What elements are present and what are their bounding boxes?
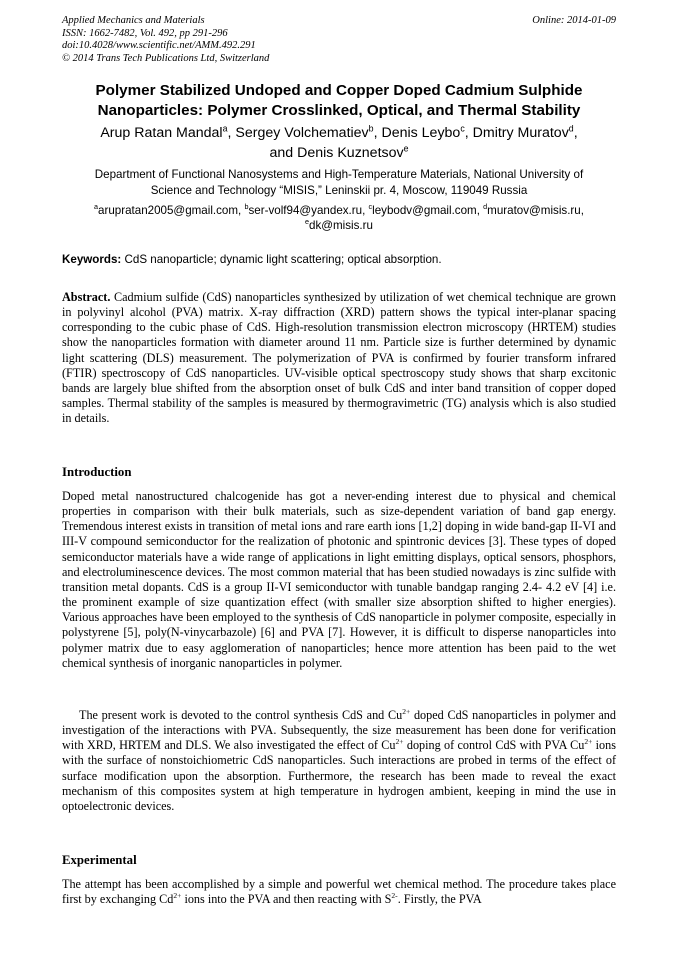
- email-list: $^a$arupratan2005@gmail.com, $^b$ser-volf94@yandex.ru, $^c$leybodv@gmail.com, $^d$muratov@misis.ru, $^e$dk@misis.ru: [94, 202, 584, 232]
- experimental-paragraph-1: [62, 877, 616, 907]
- paragraph-text: doped CdS nanoparticles in polymer and investigation of the interactions with PVA. Subsequently, the size measurement has been done for verification with XRD, HRTEM and DLS. We also investigated the effect of Cu: [62, 708, 616, 753]
- title-line-1: Polymer Stabilized Undoped and Copper Doped Cadmium Sulphide: [95, 82, 583, 99]
- superscript: 2+: [395, 737, 404, 747]
- superscript: 2+: [584, 737, 593, 747]
- superscript: 2+: [173, 891, 182, 901]
- affiliation-line-1: Department of Functional Nanosystems and High-Temperature Materials, National University of: [94, 168, 584, 181]
- journal-header: [62, 15, 616, 65]
- paragraph-text: doping of control CdS with PVA Cu: [403, 738, 585, 753]
- email-address[interactable]: ser-volf94@yandex.ru: [248, 204, 363, 217]
- paragraph-text: ions into the PVA and then reacting with S: [181, 892, 392, 907]
- affiliation-line-2: Science and Technology “MISIS,” Leninskii pr. 4, Moscow, 119049 Russia: [150, 184, 528, 197]
- author-name: Arup Ratan Mandal: [100, 125, 223, 141]
- paragraph-text: The attempt has been accomplished by a simple and powerful wet chemical method. The procedure takes place first by exchanging Cd: [62, 877, 616, 907]
- abstract-text: Cadmium sulfide (CdS) nanoparticles synthesized by utilization of wet chemical technique are grown in polyvinyl alcohol (PVA) matrix. X-ray diffraction (XRD) pattern shows the typical inter-planar spacing corresponding to the cubic phase of CdS. High-resolution transmission electron microscopy (HRTEM) studies show the nanoparticles formation with diameter around 11 nm. Particle size is further determined by dynamic light scattering (DLS) measurement. The polymerization of PVA is confirmed by fourier transform infrared (FTIR) spectroscopy of CdS nanoparticles. UV-visible optical spectroscopy study shows that sharp excitonic bands are largely blue shifted from the absorption onset of bulk CdS and inter band transition of copper doped samples. Thermal stability of the samples is measured by thermogravimetric (TG) analysis which is also studied in details.: [62, 290, 616, 426]
- copyright-line: © 2014 Trans Tech Publications Ltd, Switzerland: [62, 52, 270, 64]
- author-name: Denis Leybo: [381, 125, 461, 141]
- author-affil-mark: b: [368, 123, 374, 134]
- author-affil-mark: e: [403, 142, 409, 153]
- abstract-label: Abstract.: [62, 290, 111, 304]
- email-mark: c: [368, 202, 373, 212]
- title-line-2: Nanoparticles: Polymer Crosslinked, Optical, and Thermal Stability: [97, 102, 581, 119]
- superscript: 2-: [391, 891, 398, 901]
- online-date: Online: 2014-01-09: [532, 15, 616, 26]
- introduction-paragraph-2: [62, 708, 616, 814]
- email-address[interactable]: dk@misis.ru: [309, 219, 373, 232]
- email-address[interactable]: arupratan2005@gmail.com: [98, 204, 239, 217]
- paragraph-text: The present work is devoted to the control synthesis CdS and Cu: [79, 708, 403, 722]
- author-name: Sergey Volchematiev: [235, 125, 369, 141]
- keywords-label: Keywords:: [62, 253, 122, 266]
- introduction-heading: Introduction: [62, 465, 132, 479]
- author-affil-mark: c: [460, 123, 465, 134]
- paragraph-text: ions with the surface of nonstoichiometric CdS nanoparticles. Such interactions are probed in terms of the effect of surface modification upon the absorption. Furthermore, the research has been made to reveal the exact mechanism of this composites system at high temperature in hydrogen ambient, keeping in mind the use in optoelectronic devices.: [62, 738, 616, 813]
- author-affil-mark: a: [222, 123, 228, 134]
- keywords-text: CdS nanoparticle; dynamic light scattering; optical absorption.: [124, 253, 442, 266]
- issn-line: ISSN: 1662-7482, Vol. 492, pp 291-296: [62, 27, 228, 39]
- author-name: Denis Kuznetsov: [297, 144, 404, 161]
- email-mark: d: [483, 202, 488, 212]
- keywords: [62, 252, 616, 268]
- abstract: [62, 290, 616, 426]
- email-mark: e: [305, 217, 310, 227]
- paper-title: [62, 81, 616, 121]
- author-affil-mark: d: [568, 123, 574, 134]
- affiliation: [62, 167, 616, 199]
- introduction-paragraph-1: Doped metal nanostructured chalcogenide has got a never-ending interest due to physical and chemical properties in comparison with their bulk materials, such as size-dependent variation of band gap energy. Tremendous interest exists in transition of metal ions and rare earth ions [1,2] doping in wide band-gap II-VI and III-V compound semiconductor for the realization of photonic and spintronic devices [3]. These types of doped semiconductor materials have a wide range of applications in light emitting displays, optical sensors, phosphors, and electroluminescence devices. The most common material that has been studied nowadays is zinc sulfide with transition metal dopants. CdS is a group II-VI semiconductor with tunable bandgap ranging 2.4- 4.2 eV [4] i.e. the prominent example of size quantization effect (with smaller size absorption shifted to higher energies). Various approaches have been employed to the synthesis of CdS nanoparticle in polymer composite, especially in polystyrene [5], poly(N-vinycarbazole) [6] and PVA [7]. However, it is difficult to disperse nanoparticles into polymer matrix due to easy agglomeration of nanoparticles; hence more attention has been paid to the wet chemical synthesis of inorganic nanoparticles in polymer.: [62, 489, 616, 670]
- email-address[interactable]: muratov@misis.ru: [487, 204, 581, 217]
- email-address[interactable]: leybodv@gmail.com: [372, 204, 477, 217]
- journal-name: Applied Mechanics and Materials: [62, 15, 205, 26]
- doi-line: doi:10.4028/www.scientific.net/AMM.492.291: [62, 40, 256, 51]
- superscript: 2+: [402, 706, 411, 716]
- email-mark: a: [94, 202, 99, 212]
- email-mark: b: [244, 202, 249, 212]
- author-list: Arup Ratan Mandal$^a$, Sergey Volchematiev$^b$, Denis Leybo$^c$, Dmitry Muratov$^d$, and Denis Kuznetsov$^e$: [100, 123, 578, 161]
- experimental-heading: Experimental: [62, 853, 137, 867]
- author-name: Dmitry Muratov: [472, 125, 569, 141]
- paragraph-text: . Firstly, the PVA: [397, 892, 482, 907]
